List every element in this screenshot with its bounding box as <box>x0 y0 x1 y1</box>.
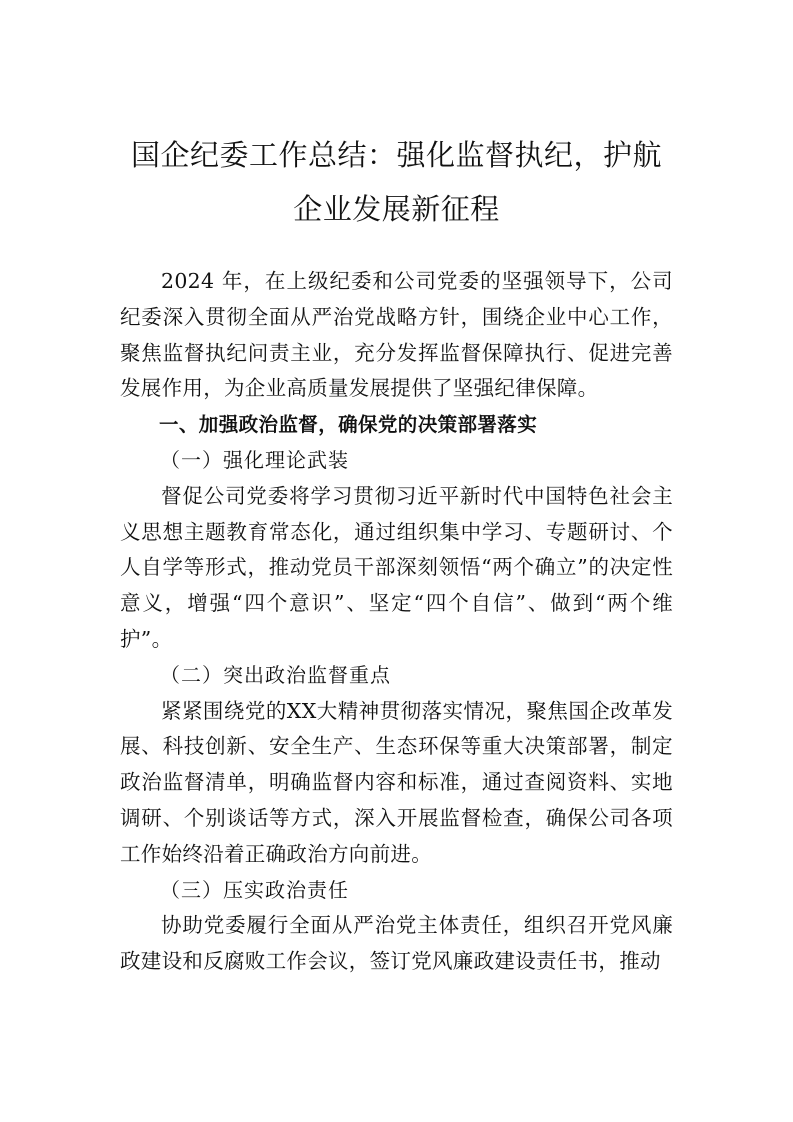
subsection-heading-3: （三）压实政治责任 <box>160 877 349 902</box>
subsection-body-2: 紧紧围绕党的XX大精神贯彻落实情况，聚焦国企改革发展、科技创新、安全生产、生态环保等重大决策部署，制定政治监督清单，明确监督内容和标准，通过查阅资料、实地调研、个别谈话等方式，深入开展监督检查，确保公司各项工作始终沿着正确政治方向前进。 <box>120 698 673 866</box>
intro-paragraph: 2024 年，在上级纪委和公司党委的坚强领导下，公司纪委深入贯彻全面从严治党战略方针，围绕企业中心工作，聚焦监督执纪问责主业，充分发挥监督保障执行、促进完善发展作用，为企业高质量发展提供了坚强纪律保障。 <box>120 269 673 401</box>
subsection-heading-1: （一）强化理论武装 <box>160 447 349 472</box>
subsection-heading-2: （二）突出政治监督重点 <box>160 662 391 687</box>
subsection-body-3: 协助党委履行全面从严治党主体责任，组织召开党风廉政建设和反腐败工作会议，签订党风廉政建设责任书，推动 <box>120 913 673 974</box>
subsection-body-1: 督促公司党委将学习贯彻习近平新时代中国特色社会主义思想主题教育常态化，通过组织集中学习、专题研讨、个人自学等形式，推动党员干部深刻领悟“两个确立”的决定性意义，增强“四个意识”、坚定“四个自信”、做到“两个维护”。 <box>120 483 673 651</box>
document-title: 国企纪委工作总结：强化监督执纪，护航企业发展新征程 <box>130 138 662 226</box>
document-content <box>120 128 673 980</box>
section-heading-1: 一、加强政治监督，确保党的决策部署落实 <box>159 413 538 437</box>
